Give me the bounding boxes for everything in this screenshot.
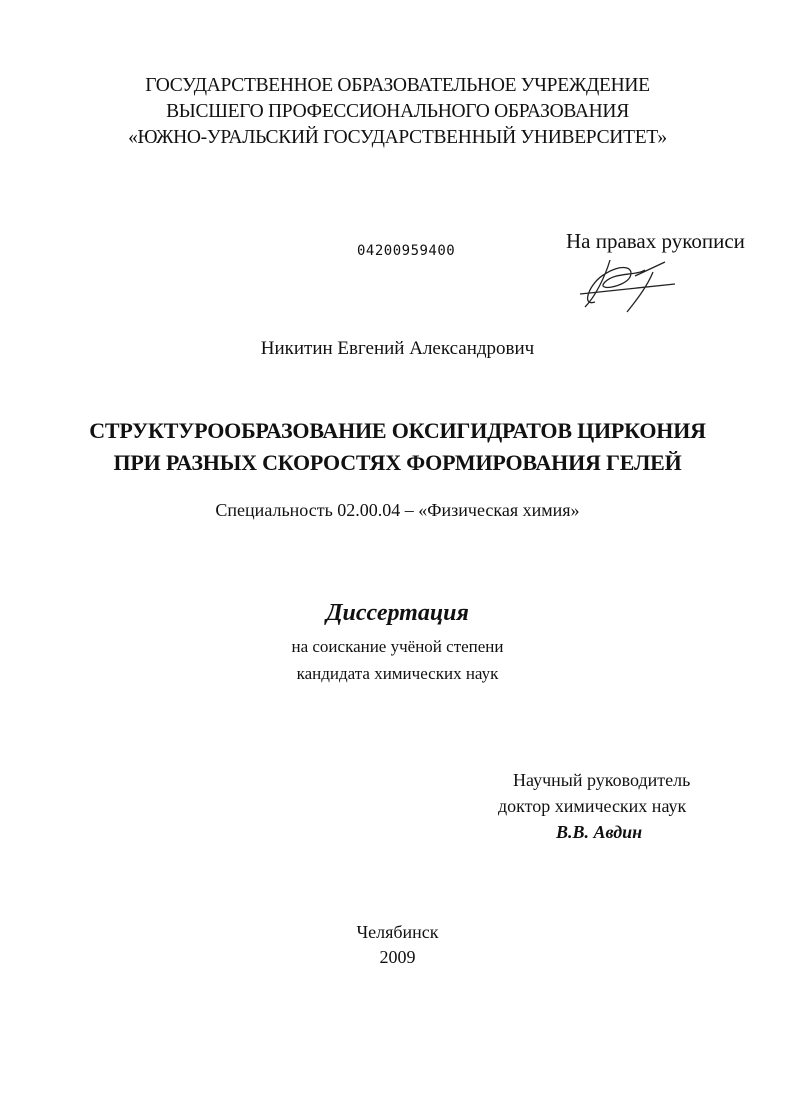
supervisor-role: Научный руководитель — [513, 770, 691, 790]
specialty: Специальность 02.00.04 – «Физическая химия» — [215, 500, 580, 520]
signature-icon — [575, 252, 685, 314]
header-line: ГОСУДАРСТВЕННОЕ ОБРАЗОВАТЕЛЬНОЕ УЧРЕЖДЕНИЕ — [145, 75, 650, 96]
header-line: ВЫСШЕГО ПРОФЕССИОНАЛЬНОГО ОБРАЗОВАНИЯ — [166, 101, 629, 122]
degree-line: кандидата химических наук — [296, 664, 499, 683]
supervisor-degree: доктор химических наук — [498, 796, 687, 816]
author-name: Никитин Евгений Александрович — [260, 338, 535, 359]
header-line: «ЮЖНО-УРАЛЬСКИЙ ГОСУДАРСТВЕННЫЙ УНИВЕРСИТЕТ» — [128, 127, 667, 148]
work-type: Диссертация — [326, 600, 469, 626]
degree-line: на соискание учёной степени — [291, 637, 504, 656]
title-line: СТРУКТУРООБРАЗОВАНИЕ ОКСИГИДРАТОВ ЦИРКОНИЯ — [89, 418, 706, 443]
manuscript-rights: На правах рукописи — [566, 229, 745, 253]
title-line: ПРИ РАЗНЫХ СКОРОСТЯХ ФОРМИРОВАНИЯ ГЕЛЕЙ — [113, 450, 682, 475]
year: 2009 — [379, 947, 416, 967]
supervisor-name: В.В. Авдин — [556, 822, 643, 842]
catalog-number: 04200959400 — [357, 243, 456, 259]
city: Челябинск — [356, 922, 439, 942]
